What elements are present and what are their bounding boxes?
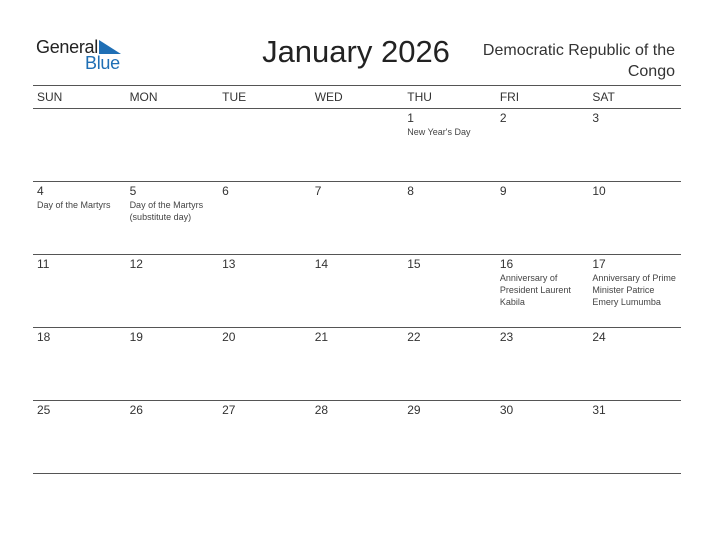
page-title: January 2026 xyxy=(262,34,450,69)
day-cell xyxy=(33,255,126,327)
day-number: 22 xyxy=(407,330,421,344)
day-number: 29 xyxy=(407,403,421,417)
week-row xyxy=(33,182,681,255)
logo-general-text: General xyxy=(36,37,98,57)
day-cell xyxy=(218,255,311,327)
day-cell xyxy=(403,255,496,327)
day-number: 20 xyxy=(222,330,236,344)
weekday-sun: SUN xyxy=(37,90,63,104)
holiday-label: New Year's Day xyxy=(407,127,471,137)
day-cell xyxy=(311,401,404,473)
day-cell xyxy=(218,109,311,181)
day-number: 8 xyxy=(407,184,414,198)
day-cell xyxy=(588,401,681,473)
week-row xyxy=(33,328,681,401)
day-cell xyxy=(496,401,589,473)
day-cell xyxy=(496,182,589,254)
calendar-grid xyxy=(33,85,681,474)
day-cell xyxy=(218,401,311,473)
day-cell xyxy=(33,401,126,473)
day-cell xyxy=(311,255,404,327)
day-number: 28 xyxy=(314,403,329,417)
day-number: 19 xyxy=(129,330,143,344)
day-number: 4 xyxy=(37,184,44,198)
day-number: 11 xyxy=(37,257,50,271)
day-cell xyxy=(588,182,681,254)
day-number: 16 xyxy=(499,257,514,271)
day-cell xyxy=(126,255,219,327)
day-number: 9 xyxy=(499,184,507,198)
day-number: 26 xyxy=(129,403,143,417)
holiday-label: Day of the Martyrs xyxy=(37,200,111,210)
weeks-container xyxy=(33,109,681,474)
day-cell xyxy=(126,109,219,181)
day-number: 17 xyxy=(592,257,606,271)
day-cell xyxy=(403,109,496,181)
day-cell xyxy=(588,255,681,327)
day-cell xyxy=(311,109,404,181)
weekday-sat: SAT xyxy=(592,90,615,104)
day-cell xyxy=(403,182,496,254)
week-row xyxy=(33,109,681,182)
day-cell xyxy=(33,182,126,254)
day-cell xyxy=(33,109,126,181)
day-number: 5 xyxy=(129,184,137,198)
logo-blue-text: Blue xyxy=(85,53,120,73)
day-cell xyxy=(496,328,589,400)
day-number: 7 xyxy=(314,184,322,198)
holiday-label: Day of the Martyrs (substitute day) xyxy=(129,200,204,222)
country-name: Democratic Republic of the Congo xyxy=(482,42,675,80)
day-cell xyxy=(126,328,219,400)
day-cell xyxy=(588,109,681,181)
week-row xyxy=(33,255,681,328)
day-number: 31 xyxy=(592,403,606,417)
weekday-thu: THU xyxy=(407,90,432,104)
day-cell xyxy=(403,328,496,400)
day-number: 12 xyxy=(129,257,143,271)
weekday-fri: FRI xyxy=(499,90,520,104)
day-number: 18 xyxy=(37,330,51,344)
weekday-header xyxy=(33,85,681,109)
day-cell xyxy=(218,182,311,254)
day-cell xyxy=(496,109,589,181)
day-cell xyxy=(496,255,589,327)
day-number: 6 xyxy=(222,184,229,198)
day-cell xyxy=(403,401,496,473)
weekday-wed: WED xyxy=(314,90,343,104)
weekday-mon: MON xyxy=(129,90,158,104)
day-number: 14 xyxy=(314,257,329,271)
day-number: 10 xyxy=(592,184,606,198)
day-number: 1 xyxy=(407,111,414,125)
day-number: 25 xyxy=(37,403,51,417)
day-number: 23 xyxy=(499,330,514,344)
day-number: 27 xyxy=(222,403,236,417)
day-number: 21 xyxy=(314,330,329,344)
holiday-label: Anniversary of President Laurent Kabila xyxy=(499,273,571,307)
day-cell xyxy=(126,182,219,254)
day-cell xyxy=(126,401,219,473)
day-cell xyxy=(33,328,126,400)
day-number: 13 xyxy=(222,257,236,271)
day-cell xyxy=(588,328,681,400)
day-number: 15 xyxy=(407,257,421,271)
day-number: 24 xyxy=(592,330,606,344)
day-number: 2 xyxy=(499,111,507,125)
week-row xyxy=(33,401,681,474)
day-number: 30 xyxy=(499,403,514,417)
weekday-tue: TUE xyxy=(222,90,247,104)
holiday-label: Anniversary of Prime Minister Patrice Emery Lumumba xyxy=(592,273,676,307)
day-cell xyxy=(311,328,404,400)
day-cell xyxy=(218,328,311,400)
day-cell xyxy=(311,182,404,254)
day-number: 3 xyxy=(592,111,600,125)
